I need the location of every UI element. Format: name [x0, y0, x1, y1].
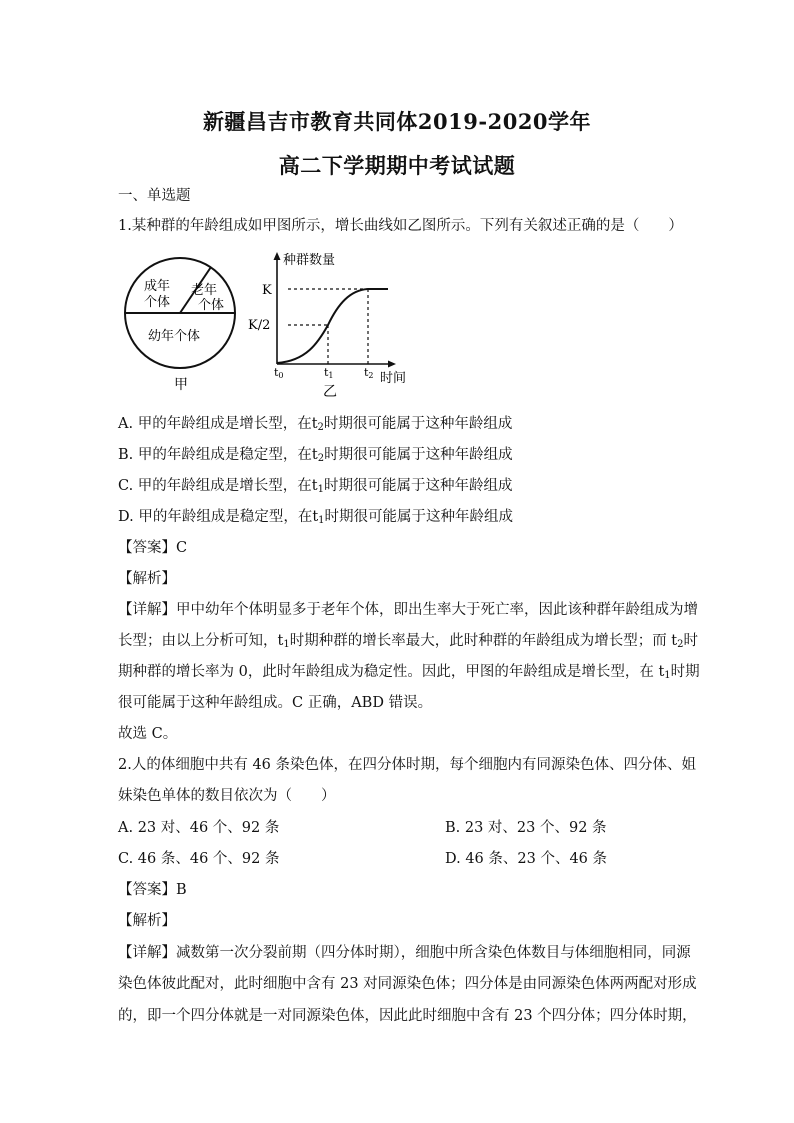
yi-label-t0: t0 — [274, 366, 284, 380]
yi-label-k: K — [262, 283, 272, 298]
yi-label-t1: t1 — [324, 366, 334, 380]
section-heading: 一、单选题 — [118, 188, 191, 204]
q2-stem-line2: 妹染色单体的数目依次为（ ） — [118, 788, 336, 804]
q2-stem-line1: 2.人的体细胞中共有 46 条染色体，在四分体时期，每个细胞内有同源染色体、四分体、姐 — [118, 757, 696, 773]
yi-xlabel: 时间 — [380, 371, 407, 386]
q2-answer: 【答案】B — [118, 882, 187, 898]
yi-label-t2: t2 — [364, 366, 374, 380]
q1-analysis-heading: 【解析】 — [118, 571, 176, 587]
doc-title-line1: 新疆昌吉市教育共同体2019-2020学年 — [202, 109, 592, 134]
q1-option-a: A. 甲的年龄组成是增长型，在$t_2$时期很可能属于这种年龄组成 — [118, 416, 513, 433]
q1-answer: 【答案】C — [118, 540, 188, 556]
q1-option-c: C. 甲的年龄组成是增长型，在$t_1$时期很可能属于这种年龄组成 — [118, 478, 513, 495]
figure-yi-caption: 乙 — [323, 384, 337, 398]
pie-label-young: 幼年个体 — [148, 329, 201, 344]
yi-ylabel: 种群数量 — [283, 253, 336, 268]
q1-detail-line3: 期种群的增长率为 0，此时年龄组成为稳定性。因此，甲图的年龄组成是增长型，在 $t_1$时期 — [118, 664, 700, 681]
q1-conclusion: 故选 C。 — [118, 726, 178, 742]
pie-label-adult: 成年 — [144, 279, 171, 294]
q2-detail-line2: 染色体彼此配对，此时细胞中含有 23 对同源染色体；四分体是由同源染色体两两配对形成 — [118, 976, 697, 992]
pie-label-old: 老年 — [191, 283, 218, 298]
q2-option-d: D. 46 条、23 个、46 条 — [445, 851, 608, 867]
figure-yi — [246, 248, 416, 398]
q2-detail-line1: 【详解】减数第一次分裂前期（四分体时期），细胞中所含染色体数目与体细胞相同，同源 — [118, 945, 691, 961]
yi-label-k2: K/2 — [248, 318, 271, 333]
q1-stem: 1.某种群的年龄组成如甲图所示，增长曲线如乙图所示。下列有关叙述正确的是（ ） — [118, 218, 683, 234]
q2-option-c: C. 46 条、46 个、92 条 — [118, 851, 280, 867]
doc-title-line2: 高二下学期期中考试试题 — [278, 153, 516, 178]
q1-detail-line4: 很可能属于这种年龄组成。C 正确，ABD 错误。 — [118, 695, 433, 711]
q1-detail-line2: 长型；由以上分析可知，$t_1$时期种群的增长率最大，此时种群的年龄组成为增长型；而 $t_2$时 — [118, 633, 699, 650]
q1-option-d: D. 甲的年龄组成是稳定型，在$t_1$时期很可能属于这种年龄组成 — [118, 509, 514, 526]
figure-jia-caption: 甲 — [174, 377, 188, 393]
q2-detail-line3: 的，即一个四分体就是一对同源染色体，因此此时细胞中含有 23 个四分体；四分体时期， — [118, 1008, 697, 1024]
q1-detail-line1: 【详解】甲中幼年个体明显多于老年个体，即出生率大于死亡率，因此该种群年龄组成为增 — [118, 602, 698, 618]
q2-option-b: B. 23 对、23 个、92 条 — [445, 820, 607, 836]
q2-option-a: A. 23 对、46 个、92 条 — [118, 820, 280, 836]
svg-text:个体: 个体 — [198, 298, 225, 313]
q2-analysis-heading: 【解析】 — [118, 913, 176, 929]
q1-option-b: B. 甲的年龄组成是稳定型，在$t_2$时期很可能属于这种年龄组成 — [118, 447, 513, 464]
figure-jia — [118, 242, 248, 402]
svg-text:个体: 个体 — [144, 295, 171, 310]
